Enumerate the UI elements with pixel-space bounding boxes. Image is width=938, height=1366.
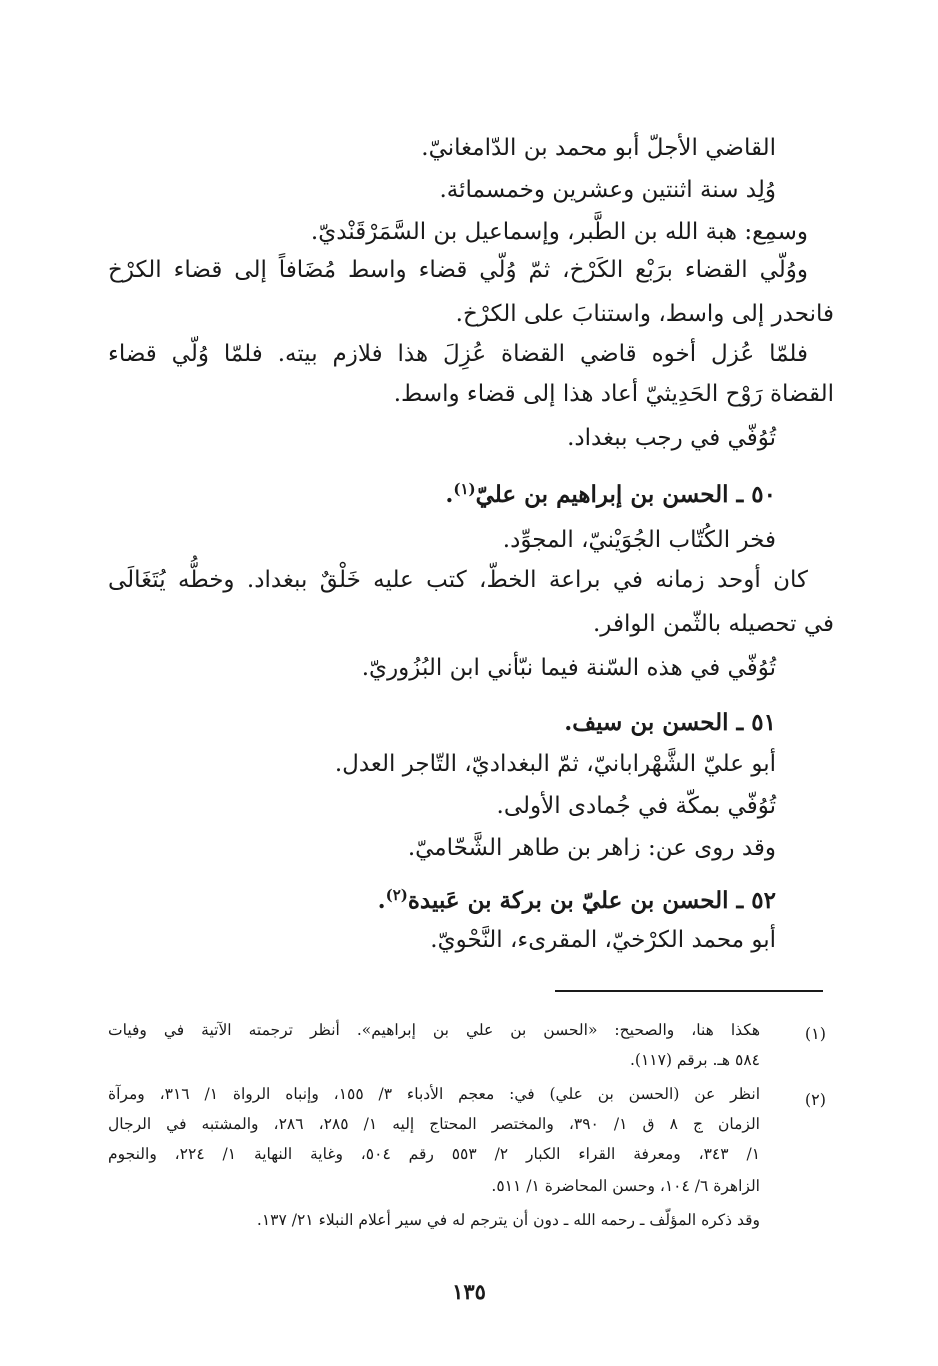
body-line: القاضي الأجلّ أبو محمد بن الدّامغانيّ.	[421, 135, 776, 161]
body-line: وسمِع: هبة الله بن الطَّبر، وإسماعيل بن السَّمَرْقَنْديّ.	[310, 219, 808, 245]
body-line: وُلِد سنة اثنتين وعشرين وخمسمائة.	[439, 177, 776, 203]
body-line: وقد روى عن: زاهر بن طاهر الشَّحّاميّ.	[407, 835, 776, 861]
entry-heading-end: .	[445, 481, 454, 508]
entry-heading	[378, 886, 776, 916]
entry-heading-text: ٥٢ ـ الحسن بن عليّ بن بركة بن عَبيدة	[407, 887, 776, 914]
body-line: تُوُفّي في هذه السّنة فيما نبّأني ابن البُزُوريّ.	[361, 655, 776, 681]
body-line: أبو عليّ الشَّهْرابانيّ، ثمّ البغداديّ، التّاجر العدل.	[334, 751, 776, 777]
footnote-line: الزاهرة ٦/ ١٠٤، وحسن المحاضرة ١/ ٥١١.	[491, 1177, 760, 1195]
footnote-ref: (٢)	[385, 886, 408, 904]
page-number: ١٣٥	[452, 1279, 486, 1304]
footnote-line: وقد ذكره المؤلّف ـ رحمه الله ـ دون أن يترجم له في سير أعلام النبلاء ٢١/ ١٣٧.	[256, 1211, 760, 1229]
body-line: تُوُفّي بمكّة في جُمادى الأولى.	[496, 793, 776, 819]
footnote-ref: (١)	[453, 480, 476, 498]
body-line: فلمّا عُزل أخوه قاضي القضاة عُزِلَ هذا فلازم بيته. فلمّا وُلّي قضاء	[108, 341, 808, 367]
footnote-line: انظر عن (الحسن بن علي) في: معجم الأدباء ٣/ ١٥٥، وإنباه الرواة ١/ ٣١٦، ومرآة	[108, 1085, 760, 1103]
entry-heading-end: .	[377, 887, 386, 914]
body-line: كان أوحد زمانه في براعة الخطّ، كتب عليه خَلْقٌ ببغداد. وخطُّه يُتَغَالَى	[108, 567, 808, 593]
body-line: فخر الكُتّاب الجُوَيْنيّ، المجوِّد.	[502, 527, 776, 553]
footnote-number: (٢)	[804, 1090, 826, 1109]
footnote-line: ١/ ٣٤٣، ومعرفة القراء الكبار ٢/ ٥٥٣ رقم ٥٠٤، وغاية النهاية ١/ ٢٢٤، والنجوم	[108, 1145, 761, 1163]
body-line: القضاة رَوْح الحَدِيثيّ أعاد هذا إلى قضاء واسط.	[393, 381, 834, 407]
footnote-line: ٥٨٤ هـ. برقم (١١٧).	[629, 1051, 760, 1069]
footnote-number: (١)	[804, 1024, 826, 1043]
body-line: في تحصيله بالثّمن الوافر.	[592, 611, 834, 637]
entry-heading: ٥١ ـ الحسن بن سيف.	[564, 709, 776, 736]
footnote-line: الزمان ج ٨ ق ١/ ٣٩٠، والمختصر المحتاج إليه ١/ ٢٨٥، ٢٨٦، والمشتبه في الرجال	[108, 1115, 760, 1133]
body-line: تُوُفّي في رجب ببغداد.	[567, 425, 776, 451]
entry-heading-text: ٥٠ ـ الحسن بن إبراهيم بن عليّ	[475, 481, 776, 508]
entry-heading	[445, 480, 776, 510]
footnote-line: هكذا هنا، والصحيح: «الحسن بن علي بن إبراهيم». أنظر ترجمته الآتية في وفيات	[108, 1021, 760, 1039]
body-line: أبو محمد الكرْخيّ، المقرىء، النَّحْويّ.	[430, 927, 776, 953]
body-line: فانحدر إلى واسط، واستنابَ على الكرْخ.	[455, 301, 834, 327]
body-line: ووُلّي القضاء برَبْع الكَرْخ، ثمّ وُلّي قضاء واسط مُضَافاً إلى قضاء الكرْخ	[108, 257, 808, 283]
footnote-separator	[555, 990, 823, 992]
